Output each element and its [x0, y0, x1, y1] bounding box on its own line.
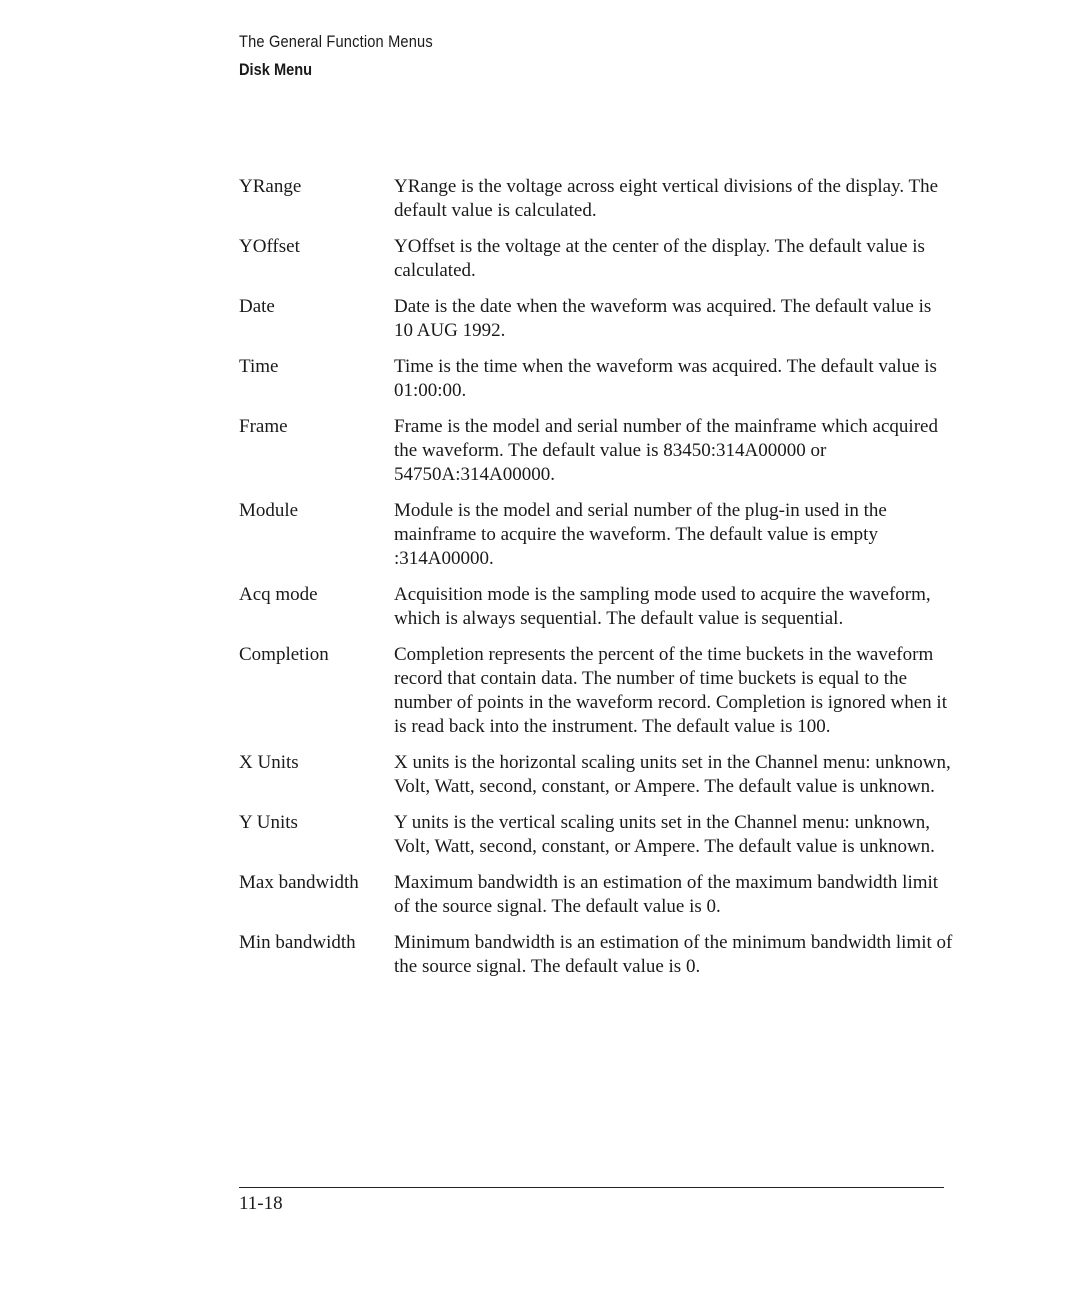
term: Frame	[239, 416, 288, 437]
definition-row-module	[239, 499, 959, 571]
term: Max bandwidth	[239, 872, 359, 893]
definition-row-x-units	[239, 751, 959, 799]
description: Date is the date when the waveform was acquired. The default value is 10 AUG 1992.	[394, 296, 932, 341]
description: Acquisition mode is the sampling mode used to acquire the waveform, which is always sequential. The default value is sequential.	[394, 584, 931, 629]
description: YOffset is the voltage at the center of the display. The default value is calculated.	[394, 236, 925, 281]
term: YOffset	[239, 236, 300, 257]
term: Acq mode	[239, 584, 318, 605]
description: X units is the horizontal scaling units set in the Channel menu: unknown, Volt, Watt, second, constant, or Ampere. The default value is unknown.	[394, 752, 951, 797]
definition-list	[239, 175, 959, 991]
definition-row-yoffset	[239, 235, 959, 283]
term: Module	[239, 500, 299, 521]
definition-row-max-bandwidth	[239, 871, 959, 919]
description: Completion represents the percent of the time buckets in the waveform record that contain data. The number of time buckets is equal to the number of points in the waveform record. Completion is ignored when it is read back into the instrument. The default value is 100.	[394, 644, 947, 737]
definition-row-frame	[239, 415, 959, 487]
definition-row-min-bandwidth	[239, 931, 959, 979]
description: Frame is the model and serial number of the mainframe which acquired the waveform. The default value is 83450:314A00000 or 54750A:314A00000.	[394, 416, 938, 485]
description: Maximum bandwidth is an estimation of the maximum bandwidth limit of the source signal. The default value is 0.	[394, 872, 939, 917]
definition-row-date	[239, 295, 959, 343]
section-title: Disk Menu	[239, 60, 313, 79]
term: Y Units	[239, 812, 298, 833]
description: Y units is the vertical scaling units set in the Channel menu: unknown, Volt, Watt, second, constant, or Ampere. The default value is unknown.	[394, 812, 935, 857]
term: Min bandwidth	[239, 932, 356, 953]
definition-row-yrange	[239, 175, 959, 223]
term: Date	[239, 296, 275, 317]
definition-row-time	[239, 355, 959, 403]
description: Time is the time when the waveform was acquired. The default value is 01:00:00.	[394, 356, 937, 401]
definition-row-y-units	[239, 811, 959, 859]
chapter-title: The General Function Menus	[239, 32, 433, 51]
term: X Units	[239, 752, 299, 773]
term: Completion	[239, 644, 329, 665]
footer-divider	[239, 1187, 944, 1188]
definition-row-completion	[239, 643, 959, 739]
description: Minimum bandwidth is an estimation of the minimum bandwidth limit of the source signal. The default value is 0.	[394, 932, 953, 977]
running-header	[239, 30, 464, 83]
definition-row-acq-mode	[239, 583, 959, 631]
page-number: 11-18	[239, 1193, 283, 1214]
term: Time	[239, 356, 279, 377]
description: Module is the model and serial number of the plug-in used in the mainframe to acquire the waveform. The default value is empty :314A00000.	[394, 500, 887, 569]
description: YRange is the voltage across eight vertical divisions of the display. The default value is calculated.	[394, 176, 939, 221]
term: YRange	[239, 176, 302, 197]
